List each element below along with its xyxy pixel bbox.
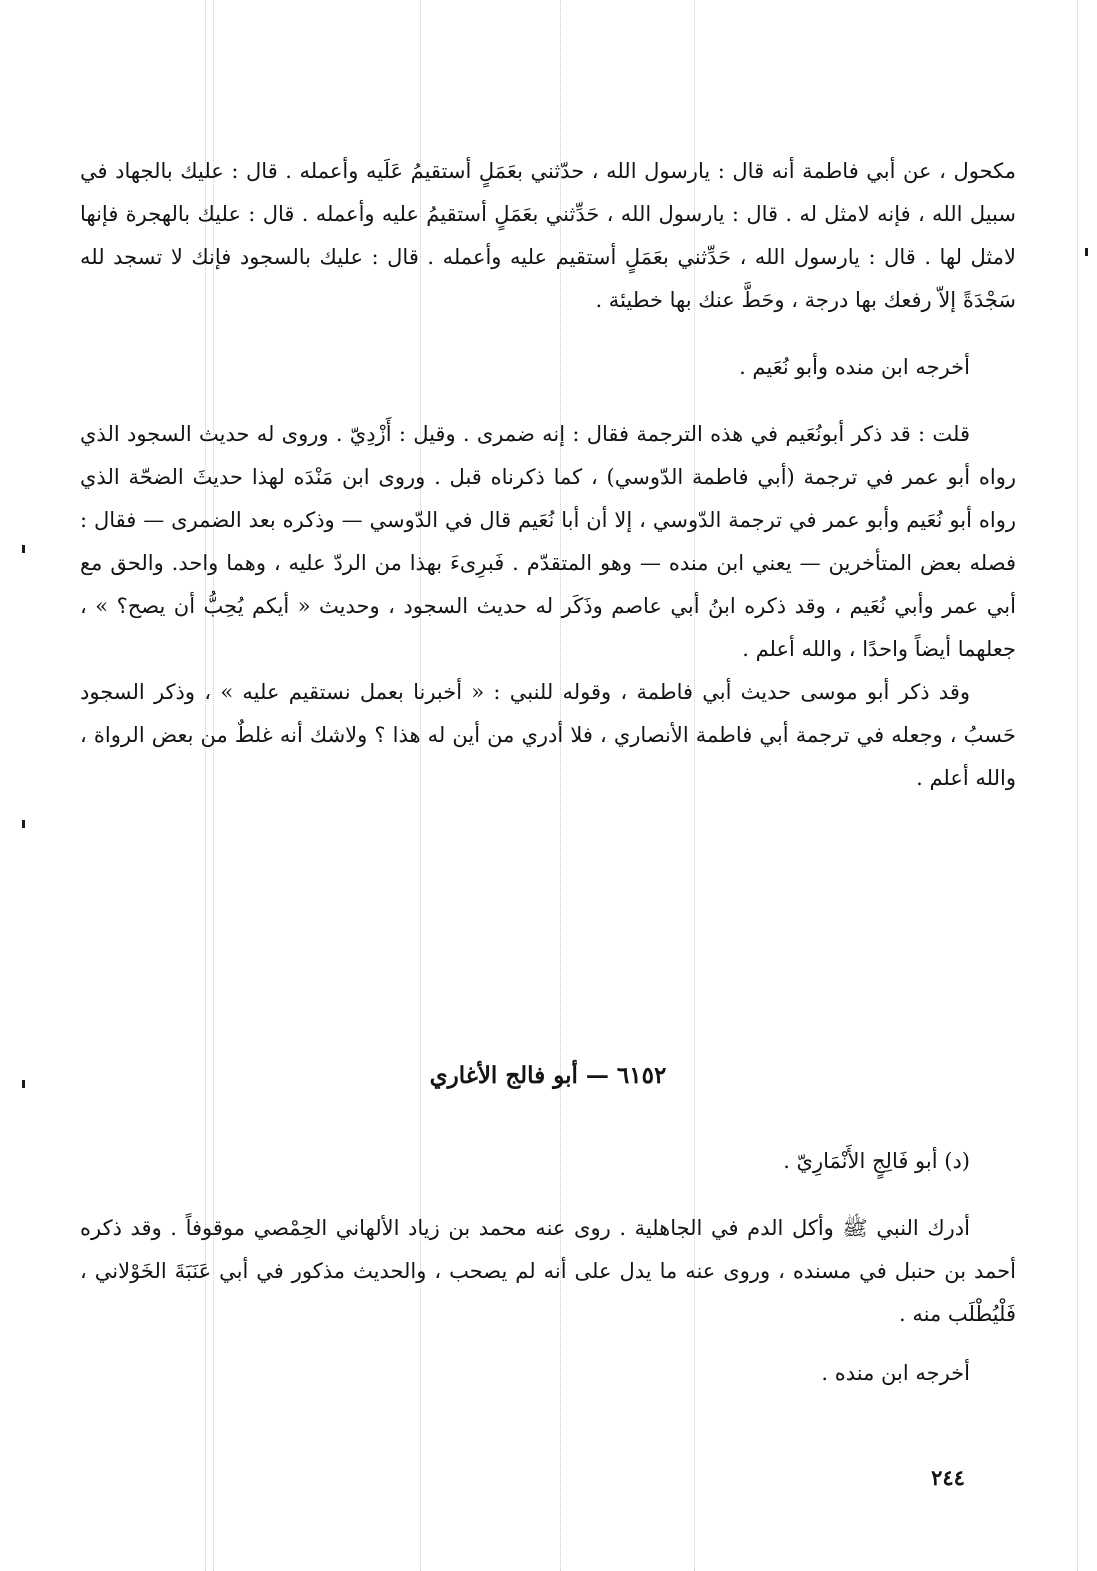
commentary-paragraph: قلت : قد ذكر أبونُعَيم في هذه الترجمة فقال : إنه ضمرى . وقيل : أَزْدِيّ . وروى له حديث السجود الذي رواه أبو عمر في ترجمة (أبي فاطمة الدّوسي) ، كما ذكرناه قبل . وروى ابن مَنْدَه لهذا حديثَ الضحّة الذي رواه أبو نُعَيم وأبو عمر في ترجمة الدّوسي ، إلا أن أبا نُعَيم قال في الدّوسي — وذكره بعد الضمرى — فقال : فصله بعض المتأخرين — يعني ابن منده — وهو المتقدّم . فَبرِىءَ بهذا من الردّ عليه ، وهما واحد. والحق مع أبي عمر وأبي نُعَيم ، وقد ذكره ابنُ أبي عاصم وذَكَر له حديث السجود ، وحديث « أيكم يُحِبُّ أن يصح؟ » ، جعلهما أيضاً واحدًا ، والله أعلم . [80,422,1016,661]
margin-mark [22,1080,25,1088]
margin-mark [1085,248,1088,256]
attribution-paragraph: أخرجه ابن منده وأبو نُعَيم . [739,355,970,379]
section-top [80,150,1016,800]
margin-mark [22,820,25,828]
attribution-paragraph-2: أخرجه ابن منده . [821,1361,970,1385]
hadith-paragraph: مكحول ، عن أبي فاطمة أنه قال : يارسول الله ، حدّثني بعَمَلٍ أستقيمُ عَلَيه وأعمله . قال : عليك بالجهاد في سبيل الله ، فإنه لامثل له . قال : يارسول الله ، حَدِّثني بعَمَلٍ أستقيمُ عليه وأعمله . قال : عليك بالهجرة فإنها لامثل لها . قال : يارسول الله ، حَدِّثني بعَمَلٍ أستقيم عليه وأعمله . قال : عليك بالسجود فإنك لا تسجد لله سَجْدَةً إلاّ رفعك بها درجة ، وحَطَّ عنك بها خطيئة . [80,159,1016,312]
margin-mark [22,545,25,553]
scan-artifact-line [1077,0,1078,1571]
biography-paragraph: أدرك النبي ﷺ وأكل الدم في الجاهلية . روى عنه محمد بن زياد الألهاني الحِمْصي موقوفاً . وقد ذكره أحمد بن حنبل في مسنده ، وروى عنه ما يدل على أنه لم يصحب ، والحديث مذكور في أبي عَنَبَةَ الخَوْلاني ، فَلْيُطْلَب منه . [80,1216,1016,1326]
section-bottom [80,1140,1016,1395]
entry-heading: ٦١٥٢ — أبو فالج الأغاري [429,1062,667,1089]
entry-name-paragraph: (د) أبو فَالِجٍ الأَنْمَارِيّ . [783,1149,970,1173]
commentary-paragraph-2: وقد ذكر أبو موسى حديث أبي فاطمة ، وقوله للنبي : « أخبرنا بعمل نستقيم عليه » ، وذكر السجود حَسبُ ، وجعله في ترجمة أبي فاطمة الأنصاري ، فلا أدري من أين له هذا ؟ ولاشك أنه غلطٌ من بعض الرواة ، والله أعلم . [80,680,1016,790]
page-number: ٢٤٤ [931,1465,965,1490]
